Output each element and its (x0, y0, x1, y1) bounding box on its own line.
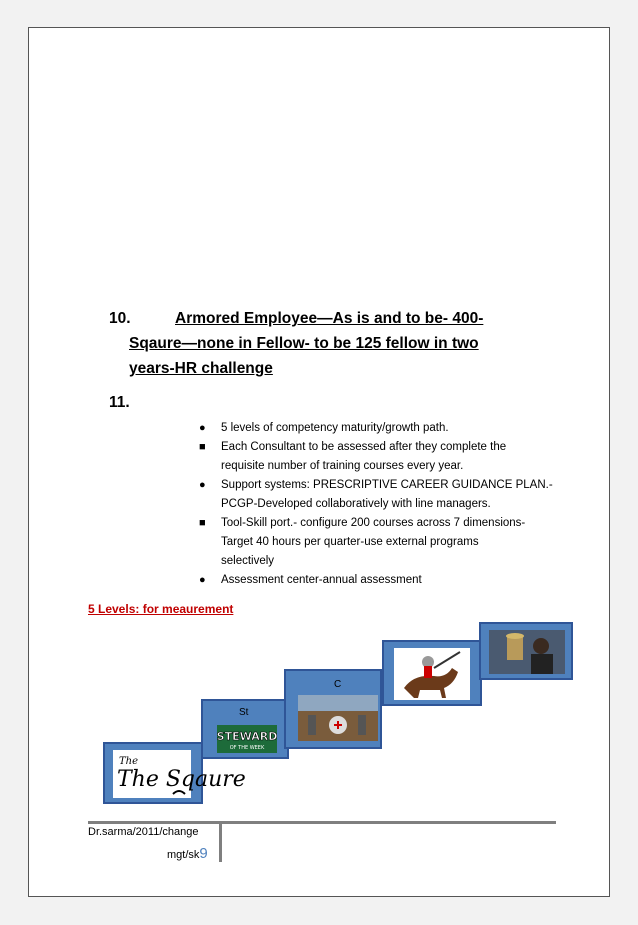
bullet-item: ■ Each Consultant to be assessed after they complete the requisite number of training courses every year. (199, 438, 569, 476)
bullet-dot-icon: ● (199, 574, 206, 586)
item-10-line-1: Armored Employee—As is and to be- 400- (175, 310, 484, 327)
square-logo-image (113, 750, 246, 798)
footer-line-2: mgt/sk9 (167, 845, 208, 862)
item-10-line-2: Sqaure—none in Fellow- to be 125 fellow in two (129, 335, 479, 352)
footer-rule (88, 821, 556, 824)
bullet-item: ● Assessment center-annual assessment (199, 571, 569, 590)
step-5-champion (479, 622, 573, 680)
svg-text:OF THE WEEK: OF THE WEEK (229, 745, 265, 751)
bullet-item: ● 5 levels of competency maturity/growth path. (199, 419, 569, 438)
footer-divider (219, 824, 222, 862)
bullet-dot-icon: ● (199, 479, 206, 491)
bullet-square-icon: ■ (199, 441, 206, 453)
step-3-label: C (334, 679, 342, 690)
svg-text:The Sqaure: The Sqaure (117, 767, 246, 792)
bullet-square-icon: ■ (199, 517, 206, 529)
svg-text:STEWARD: STEWARD (216, 730, 278, 743)
step-1-square (103, 742, 246, 804)
step-2-steward (201, 699, 289, 759)
svg-text:The: The (119, 756, 139, 767)
step-3-knight-group (284, 669, 382, 749)
steward-logo-image (217, 725, 277, 753)
bullet-list (199, 419, 569, 590)
page-number: 9 (199, 845, 208, 862)
item-10-line-3: years-HR challenge (129, 360, 273, 377)
section-title: 5 Levels: for meaurement (88, 602, 234, 616)
bullet-item: ● Support systems: PRESCRIPTIVE CAREER GUIDANCE PLAN.- PCGP-Developed collaboratively with line managers. (199, 476, 569, 514)
champion-photo-image (489, 630, 565, 674)
footer-line-1: Dr.sarma/2011/change (88, 826, 199, 838)
item-11-heading: 11. (109, 394, 130, 411)
step-4-knight (382, 640, 482, 706)
knight-horse-image (394, 648, 470, 700)
crusader-image (298, 695, 378, 741)
item-10-number: 10. (109, 310, 131, 327)
step-2-label: St (239, 707, 249, 718)
bullet-item: ■ Tool-Skill port.- configure 200 courses across 7 dimensions- Target 40 hours per quarter-use external programs selectively (199, 514, 569, 571)
bullet-dot-icon: ● (199, 422, 206, 434)
